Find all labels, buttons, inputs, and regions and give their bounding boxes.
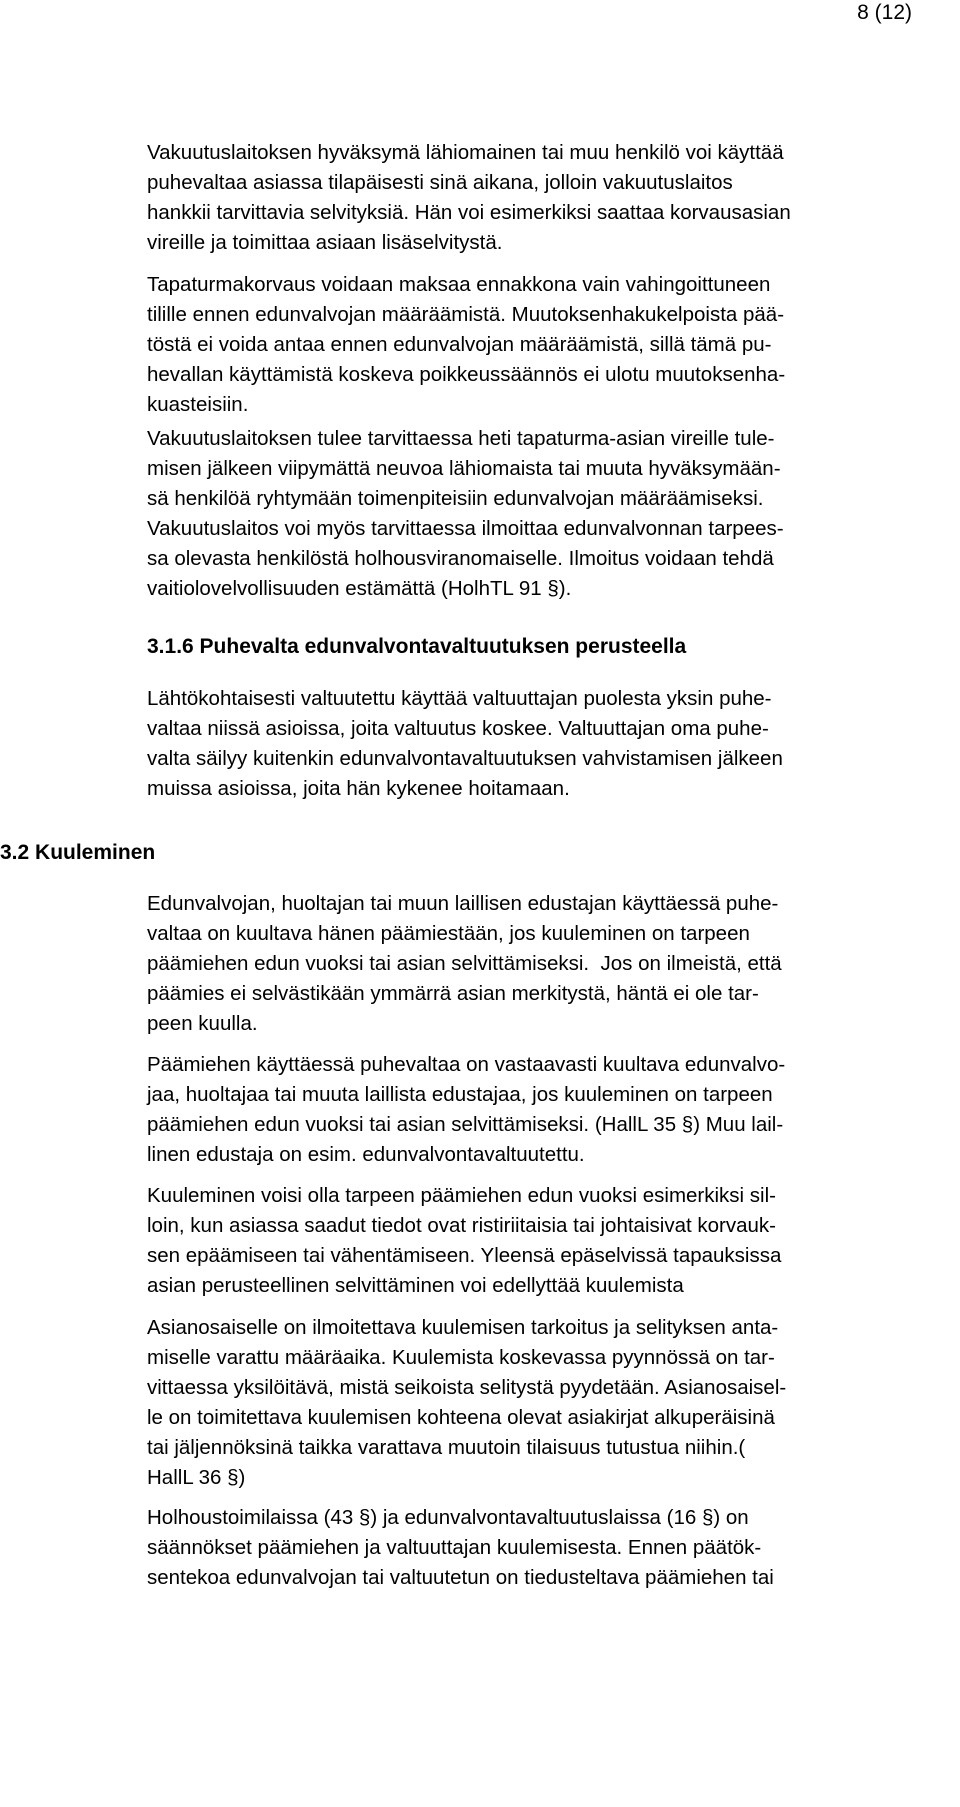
paragraph-proxy-authority: Vakuutuslaitoksen hyväksymä lähiomainen tai muu henkilö voi käyttää puhevaltaa asiassa tilapäisesti sinä aikana, jolloin vakuutuslaitos hankkii tarvittavia selvityksiä. Hän voi esimerkiksi saattaa korvausasian vireille ja toimittaa asiaan lisäselvitystä. (147, 141, 791, 254)
paragraph-hearing-guardian: Päämiehen käyttäessä puhevaltaa on vastaavasti kuultava edunvalvo- jaa, huoltajaa tai muuta laillista edustajaa, jos kuuleminen on tarpeen päämiehen edun vuoksi tai asian selvittämiseksi. (HallL 35 §) Muu lail- linen edustaja on esim. edunvalvontavaltuutettu. (147, 1053, 786, 1166)
paragraph-hearing-need: Kuuleminen voisi olla tarpeen päämiehen edun vuoksi esimerkiksi sil- loin, kun asiassa saadut tiedot ovat ristiriitaisia tai johtaisivat korvauk- sen epäämiseen tai vähentämiseen. Yleensä epäselvissä tapauksissa asian perusteellinen selvittäminen voi edellyttää kuulemista (147, 1184, 782, 1297)
paragraph-proxy-scope: Lähtökohtaisesti valtuutettu käyttää valtuuttajan puolesta yksin puhe- valtaa niissä asioissa, joita valtuutus koskee. Valtuuttajan oma puhe- valta säilyy kuitenkin edunvalvontavaltuutuksen vahvistamisen jälkeen muissa asioissa, joita hän kykenee hoitamaan. (147, 687, 783, 800)
subsection-heading-3-1-6: 3.1.6 Puhevalta edunvalvontavaltuutuksen perusteella (147, 635, 687, 658)
paragraph-hearing-law: Holhoustoimilaissa (43 §) ja edunvalvontavaltuutuslaissa (16 §) on säännökset päämiehen ja valtuuttajan kuulemisesta. Ennen päätök- sentekoa edunvalvojan tai valtuutetun on tiedusteltava päämiehen tai (147, 1506, 774, 1589)
paragraph-hearing-notice: Asianosaiselle on ilmoitettava kuulemisen tarkoitus ja selityksen anta- miselle varattu määräaika. Kuulemista koskevassa pyynnössä on tar- vittaessa yksilöitävä, mistä seikoista selitystä pyydetään. Asianosaisel- le on toimitettava kuulemisen kohteena olevat asiakirjat alkuperäisinä tai jäljennöksinä taikka varattava muutoin tilaisuus tutustua niihin.( HallL 36 §) (147, 1316, 787, 1489)
paragraph-advance-payment: Tapaturmakorvaus voidaan maksaa ennakkona vain vahingoittuneen tilille ennen edunvalvojan määräämistä. Muutoksenhakukelpoista pää- töstä ei voida antaa ennen edunvalvojan määräämistä, sillä tämä pu- hevallan käyttämistä koskeva poikkeussäännös ei ulotu muutoksenha- kuasteisiin. (147, 273, 786, 416)
paragraph-hearing-principal: Edunvalvojan, huoltajan tai muun laillisen edustajan käyttäessä puhe- valtaa on kuultava hänen päämiestään, jos kuuleminen on tarpeen päämiehen edun vuoksi tai asian selvittämiseksi. Jos on ilmeistä, että päämies ei selvästikään ymmärrä asian merkitystä, häntä ei ole tar- peen kuulla. (147, 892, 782, 1035)
section-heading-3-2: 3.2 Kuuleminen (0, 841, 156, 864)
paragraph-insurer-duties: Vakuutuslaitoksen tulee tarvittaessa heti tapaturma-asian vireille tule- misen jälkeen viipymättä neuvoa lähiomaista tai muuta hyväksymään- sä henkilöä ryhtymään toimenpiteisiin edunvalvojan määräämiseksi. Vakuutuslaitos voi myös tarvittaessa ilmoittaa edunvalvonnan tarpees- sa olevasta henkilöstä holhousviranomaiselle. Ilmoitus voidaan tehdä vaitiolovelvollisuuden estämättä (HolhTL 91 §). (147, 427, 784, 600)
page-number: 8 (12) (857, 1, 912, 24)
